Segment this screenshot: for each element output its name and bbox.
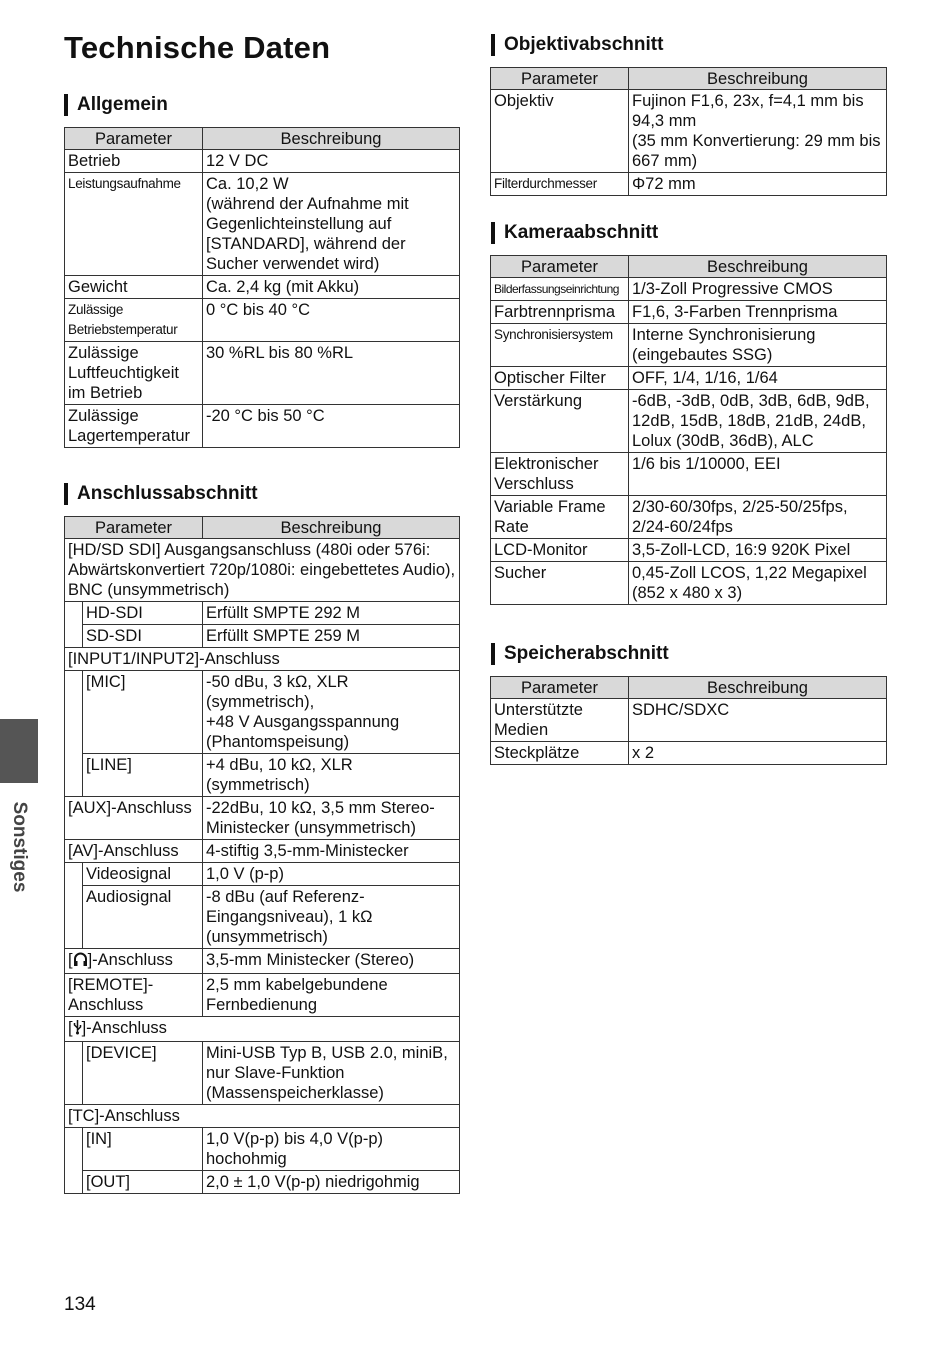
indent-cell [65,1128,83,1194]
param-cell [65,949,203,974]
param-cell: Zulässige Lagertemperatur [65,405,203,448]
value-cell: Erfüllt SMPTE 259 M [203,625,460,648]
table-row [65,797,460,840]
value-cell: -6dB, -3dB, 0dB, 3dB, 6dB, 9dB, 12dB, 15dB, 18dB, 21dB, 24dB, Lolux (30dB, 36dB), ALC [629,390,887,453]
table-row [491,699,887,742]
table-row [65,1128,460,1171]
param-cell: [REMOTE]-Anschluss [65,974,203,1017]
table-row [65,299,460,342]
value-cell: 2,5 mm kabelgebundene Fernbedienung [203,974,460,1017]
param-cell: [MIC] [83,671,203,754]
param-cell: [AV]-Anschluss [65,840,203,863]
table-row [65,1017,460,1042]
value-cell: 0,45-Zoll LCOS, 1,22 Megapixel (852 x 480 x 3) [629,562,887,605]
table-row [491,301,887,324]
section-heading-allgemein: Allgemein [64,94,168,116]
value-cell: Erfüllt SMPTE 292 M [203,602,460,625]
group-cell: [HD/SD SDI] Ausgangsanschluss (480i oder 576i: Abwärtskonvertiert 720p/1080i: eingebettetes Audio), BNC (unsymmetrisch) [65,539,460,602]
table-speicher [490,676,887,765]
usb-icon [73,1019,82,1040]
param-cell: Zulässige Betriebstemperatur [65,299,203,342]
value-cell: 30 %RL bis 80 %RL [203,342,460,405]
param-cell: Leistungsaufnahme [65,173,203,276]
table-row [65,342,460,405]
group-cell: [INPUT1/INPUT2]-Anschluss [65,648,460,671]
value-cell: Ca. 2,4 kg (mit Akku) [203,276,460,299]
table-row [65,863,460,886]
param-cell: Sucher [491,562,629,605]
table-header [65,128,460,150]
value-cell: Ca. 10,2 W (während der Aufnahme mit Gegenlichteinstellung auf [STANDARD], während der Sucher verwendet wird) [203,173,460,276]
value-cell: SDHC/SDXC [629,699,887,742]
header-parameter: Parameter [491,68,629,90]
table-row [65,539,460,602]
table-row [65,974,460,1017]
value-cell: 2/30-60/30fps, 2/25-50/25fps, 2/24-60/24fps [629,496,887,539]
header-parameter: Parameter [65,128,203,150]
header-beschreibung: Beschreibung [629,256,887,278]
value-cell: Φ72 mm [629,173,887,196]
table-header [491,677,887,699]
table-anschluss [64,516,460,1194]
bracket-open: [ [68,951,73,969]
value-cell: 1/3-Zoll Progressive CMOS [629,278,887,301]
connector-suffix: ]-Anschluss [87,951,173,969]
param-cell: HD-SDI [83,602,203,625]
value-cell: 3,5-Zoll-LCD, 16:9 920K Pixel [629,539,887,562]
param-cell: Filterdurchmesser [491,173,629,196]
param-cell: [LINE] [83,754,203,797]
table-row [65,754,460,797]
group-cell [65,1017,460,1042]
section-heading-kamera: Kameraabschnitt [491,222,658,244]
table-row [65,173,460,276]
table-row [65,648,460,671]
table-row [65,671,460,754]
param-cell: Gewicht [65,276,203,299]
header-parameter: Parameter [491,677,629,699]
header-beschreibung: Beschreibung [203,517,460,539]
header-beschreibung: Beschreibung [629,677,887,699]
param-cell: Unterstützte Medien [491,699,629,742]
value-cell: 3,5-mm Ministecker (Stereo) [203,949,460,974]
value-cell: 1,0 V (p-p) [203,863,460,886]
param-cell: Zulässige Luftfeuchtigkeit im Betrieb [65,342,203,405]
value-cell: 1,0 V(p-p) bis 4,0 V(p-p) hochohmig [203,1128,460,1171]
page-number: 134 [64,1294,96,1315]
table-objektiv [490,67,887,196]
table-row [491,367,887,390]
value-cell: -20 °C bis 50 °C [203,405,460,448]
table-row [65,1105,460,1128]
table-row [491,742,887,765]
value-cell: 12 V DC [203,150,460,173]
param-cell: Videosignal [83,863,203,886]
value-cell: 0 °C bis 40 °C [203,299,460,342]
value-cell: x 2 [629,742,887,765]
value-cell: -22dBu, 10 kΩ, 3,5 mm Stereo-Ministecker (unsymmetrisch) [203,797,460,840]
value-cell: Mini-USB Typ B, USB 2.0, miniB, nur Slave-Funktion (Massenspeicherklasse) [203,1042,460,1105]
headphone-icon [73,951,88,972]
indent-cell [65,671,83,797]
param-cell: Farbtrennprisma [491,301,629,324]
param-cell: Verstärkung [491,390,629,453]
table-row [65,840,460,863]
table-row [65,602,460,625]
param-cell: Audiosignal [83,886,203,949]
value-cell: Fujinon F1,6, 23x, f=4,1 mm bis 94,3 mm (35 mm Konvertierung: 29 mm bis 667 mm) [629,90,887,173]
param-cell: Optischer Filter [491,367,629,390]
value-cell: OFF, 1/4, 1/16, 1/64 [629,367,887,390]
table-row [491,278,887,301]
table-row [65,1042,460,1105]
page-title: Technische Daten [64,30,331,65]
value-cell: -8 dBu (auf Referenz-Eingangsniveau), 1 kΩ (unsymmetrisch) [203,886,460,949]
param-cell: [IN] [83,1128,203,1171]
param-cell: Steckplätze [491,742,629,765]
table-row [491,390,887,453]
section-heading-speicher: Speicherabschnitt [491,643,669,665]
section-heading-objektiv: Objektivabschnitt [491,34,663,56]
param-cell: [OUT] [83,1171,203,1194]
table-row [491,173,887,196]
table-row [491,496,887,539]
group-cell: [TC]-Anschluss [65,1105,460,1128]
side-tab-label [4,792,34,902]
side-tab-marker [0,719,38,783]
value-cell: 2,0 ± 1,0 V(p-p) niedrigohmig [203,1171,460,1194]
table-row [491,562,887,605]
indent-cell [65,863,83,949]
table-row [491,324,887,367]
value-cell: 4-stiftig 3,5-mm-Ministecker [203,840,460,863]
value-cell: Interne Synchronisierung (eingebautes SSG) [629,324,887,367]
param-cell: Betrieb [65,150,203,173]
table-row [491,90,887,173]
param-cell: [AUX]-Anschluss [65,797,203,840]
value-cell: +4 dBu, 10 kΩ, XLR (symmetrisch) [203,754,460,797]
table-row [65,886,460,949]
header-beschreibung: Beschreibung [629,68,887,90]
value-cell: F1,6, 3-Farben Trennprisma [629,301,887,324]
table-row [65,150,460,173]
value-cell: 1/6 bis 1/10000, EEI [629,453,887,496]
header-beschreibung: Beschreibung [203,128,460,150]
table-row [65,949,460,974]
param-cell: Bilderfassungseinrichtung [491,278,629,301]
table-row [65,625,460,648]
table-header [491,256,887,278]
table-header [65,517,460,539]
param-cell: [DEVICE] [83,1042,203,1105]
bracket-open: [ [68,1019,73,1037]
table-row [65,1171,460,1194]
indent-cell [65,1042,83,1105]
param-cell: SD-SDI [83,625,203,648]
table-row [65,276,460,299]
table-kamera [490,255,887,605]
connector-suffix: ]-Anschluss [81,1019,167,1037]
section-heading-anschluss: Anschlussabschnitt [64,483,258,505]
indent-cell [65,602,83,648]
param-cell: Synchronisiersystem [491,324,629,367]
value-cell: -50 dBu, 3 kΩ, XLR (symmetrisch), +48 V Ausgangsspannung (Phantomspeisung) [203,671,460,754]
table-row [491,453,887,496]
table-row [65,405,460,448]
table-allgemein [64,127,460,448]
header-parameter: Parameter [65,517,203,539]
param-cell: Objektiv [491,90,629,173]
table-header [491,68,887,90]
side-tab-text: Sonstiges [9,801,30,893]
param-cell: Elektronischer Verschluss [491,453,629,496]
header-parameter: Parameter [491,256,629,278]
table-row [491,539,887,562]
param-cell: LCD-Monitor [491,539,629,562]
param-cell: Variable Frame Rate [491,496,629,539]
